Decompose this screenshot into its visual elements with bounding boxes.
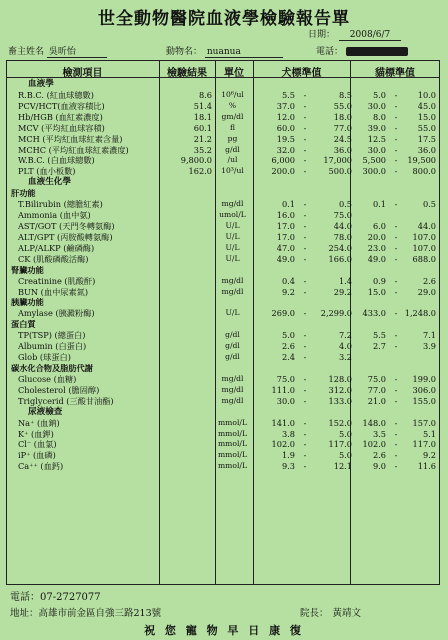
header-cat-ref: 貓標準值 — [375, 68, 415, 79]
report-date — [308, 27, 401, 41]
date-label: 日期： — [308, 30, 336, 40]
row-dog-dash: - — [303, 231, 307, 242]
row-unit: U/L — [225, 220, 240, 230]
row-dog-dash: - — [303, 253, 307, 264]
row-cat-low: 21.0 — [367, 395, 386, 406]
row-cat-high: 107.0 — [412, 242, 436, 253]
row-dog-dash: - — [303, 373, 307, 384]
row-dog-low: 9.2 — [281, 286, 295, 297]
row-cat-low: 433.0 — [362, 308, 386, 319]
row-unit: g/dl — [225, 341, 240, 351]
row-result: 60.1 — [193, 122, 212, 133]
footer-address-label: 地址： — [10, 608, 39, 619]
row-unit: mmol/L — [217, 417, 247, 427]
row-result: 162.0 — [188, 166, 212, 177]
row-unit: U/L — [225, 253, 240, 263]
row-dog-dash: - — [303, 89, 307, 100]
row-name: 蛋白質 — [11, 319, 36, 330]
row-dog-dash: - — [303, 352, 307, 363]
row-dog-dash: - — [303, 395, 307, 406]
row-cat-low: 2.6 — [372, 450, 386, 461]
row-cat-high: 11.6 — [417, 461, 436, 472]
row-dog-dash: - — [303, 133, 307, 144]
row-dog-dash: - — [303, 428, 307, 439]
row-dog-high: 4.0 — [338, 341, 352, 352]
row-name: MCHC (平均紅血球紅素濃度) — [18, 144, 129, 155]
row-cat-dash: - — [394, 450, 398, 461]
footer-address-value: 高雄市前金區自強三路213號 — [38, 608, 162, 619]
row-dog-dash: - — [303, 199, 307, 210]
row-dog-dash: - — [303, 100, 307, 111]
report-title: 世全動物醫院血液學檢驗報告單 — [98, 9, 350, 29]
results-rows — [6, 79, 440, 472]
footer-phone-label: 電話： — [10, 592, 40, 603]
footer-address — [10, 605, 161, 619]
row-cat-dash: - — [394, 242, 398, 253]
table-row — [6, 166, 440, 177]
row-dog-high: 55.0 — [333, 100, 352, 111]
row-cat-dash: - — [394, 144, 398, 155]
row-cat-dash: - — [394, 428, 398, 439]
owner-label: 畜主姓名 — [8, 47, 45, 57]
row-cat-low: 77.0 — [367, 384, 386, 395]
row-cat-low: 0.9 — [372, 275, 386, 286]
row-name: CK (肌酸磷酸活酶) — [18, 253, 89, 264]
row-name: 肝功能 — [11, 188, 36, 199]
row-cat-low: 0.1 — [372, 199, 386, 210]
row-name: Ammonia (血中氨) — [18, 210, 91, 221]
row-dog-dash: - — [303, 210, 307, 221]
row-cat-low: 3.5 — [372, 428, 386, 439]
subsection-heading — [6, 297, 440, 308]
row-dog-high: 78.0 — [333, 231, 352, 242]
table-row — [6, 199, 440, 210]
row-unit: % — [228, 100, 237, 110]
row-dog-high: 133.0 — [328, 395, 352, 406]
row-name: Cholesterol (膽固醇) — [18, 384, 100, 395]
row-dog-high: 166.0 — [328, 253, 352, 264]
row-cat-low: 5.5 — [372, 330, 386, 341]
row-cat-low: 9.0 — [372, 461, 386, 472]
table-row — [6, 243, 440, 254]
row-unit: mg/dl — [221, 384, 244, 394]
row-unit: U/L — [225, 242, 240, 252]
table-row — [6, 374, 440, 385]
table-row — [6, 90, 440, 101]
row-cat-high: 19,500 — [407, 155, 436, 166]
table-row — [6, 134, 440, 145]
table-row — [6, 385, 440, 396]
owner-field — [8, 44, 107, 58]
row-dog-low: 111.0 — [271, 384, 295, 395]
row-dog-low: 17.0 — [276, 231, 295, 242]
row-dog-high: 152.0 — [328, 417, 352, 428]
row-dog-dash: - — [303, 308, 307, 319]
row-name: W.B.C. (白血球總數) — [18, 155, 95, 166]
row-name: K⁺ (血鉀) — [18, 428, 54, 439]
row-unit: mmol/L — [217, 439, 247, 449]
row-dog-low: 5.0 — [281, 330, 295, 341]
subsection-heading — [6, 319, 440, 330]
row-cat-high: 10.0 — [417, 89, 436, 100]
section-heading — [6, 407, 440, 418]
row-dog-high: 312.0 — [328, 384, 352, 395]
date-value: 2008/6/7 — [339, 30, 401, 41]
row-name: Glucose (血糖) — [18, 373, 77, 384]
row-cat-dash: - — [394, 166, 398, 177]
row-cat-dash: - — [394, 286, 398, 297]
row-name: 尿液檢查 — [28, 406, 63, 417]
row-dog-high: 1.4 — [338, 275, 352, 286]
row-dog-low: 1.9 — [281, 450, 295, 461]
row-cat-high: 45.0 — [417, 100, 436, 111]
header-item: 檢測項目 — [62, 68, 103, 79]
table-row — [6, 308, 440, 319]
row-unit: g/dl — [225, 352, 240, 362]
row-dog-high: 0.5 — [338, 199, 352, 210]
row-cat-dash: - — [394, 330, 398, 341]
row-cat-dash: - — [394, 89, 398, 100]
row-result: 8.6 — [198, 89, 212, 100]
row-dog-low: 60.0 — [276, 122, 295, 133]
row-unit: umol/L — [219, 210, 246, 220]
row-dog-dash: - — [303, 439, 307, 450]
row-cat-dash: - — [394, 395, 398, 406]
row-dog-dash: - — [303, 341, 307, 352]
row-dog-low: 32.0 — [276, 144, 295, 155]
table-row — [6, 287, 440, 298]
row-dog-low: 47.0 — [276, 242, 295, 253]
row-dog-high: 7.2 — [338, 330, 352, 341]
table-row — [6, 276, 440, 287]
row-name: ALP/ALKP (鹼磷酶) — [18, 242, 95, 253]
row-cat-low: 23.0 — [367, 242, 386, 253]
row-cat-dash: - — [394, 384, 398, 395]
row-name: TP(TSP) (總蛋白) — [18, 330, 86, 341]
row-dog-low: 16.0 — [276, 210, 295, 221]
row-dog-high: 5.0 — [338, 450, 352, 461]
row-unit: gm/dl — [221, 111, 244, 121]
table-row — [6, 439, 440, 450]
row-unit: mg/dl — [221, 199, 244, 209]
row-cat-dash: - — [394, 100, 398, 111]
row-dog-high: 24.5 — [333, 133, 352, 144]
row-dog-low: 5.5 — [281, 89, 295, 100]
row-unit: 10³/ul — [221, 166, 244, 176]
row-cat-dash: - — [394, 111, 398, 122]
row-cat-high: 117.0 — [412, 439, 436, 450]
row-name: T.Bilirubin (總膽紅素) — [18, 199, 103, 210]
table-row — [6, 210, 440, 221]
row-unit: mmol/L — [217, 461, 247, 471]
row-cat-low: 8.0 — [372, 111, 386, 122]
row-dog-low: 12.0 — [276, 111, 295, 122]
row-unit: U/L — [225, 308, 240, 318]
row-dog-dash: - — [303, 155, 307, 166]
row-dog-dash: - — [303, 275, 307, 286]
row-name: Amylase (胰澱粉酶) — [18, 308, 95, 319]
row-cat-dash: - — [394, 253, 398, 264]
row-unit: mmol/L — [217, 450, 247, 460]
row-cat-high: 107.0 — [412, 231, 436, 242]
row-dog-low: 0.4 — [281, 275, 295, 286]
header-result: 檢驗結果 — [167, 68, 207, 79]
row-cat-high: 800.0 — [412, 166, 436, 177]
row-dog-dash: - — [303, 242, 307, 253]
row-name: Na⁺ (血鈉) — [18, 417, 60, 428]
table-row — [6, 450, 440, 461]
header-dog-ref: 犬標準值 — [281, 68, 322, 79]
row-name: ALT/GPT (丙胺酸轉氨酶) — [18, 231, 113, 242]
row-dog-low: 75.0 — [276, 373, 295, 384]
row-cat-high: 199.0 — [412, 373, 436, 384]
row-cat-low: 102.0 — [362, 439, 386, 450]
row-result: 21.2 — [193, 133, 212, 144]
row-dog-dash: - — [303, 122, 307, 133]
table-row — [6, 429, 440, 440]
row-dog-dash: - — [303, 450, 307, 461]
row-cat-high: 306.0 — [412, 384, 436, 395]
footer-director — [300, 605, 361, 619]
row-cat-dash: - — [394, 133, 398, 144]
table-row — [6, 352, 440, 363]
row-dog-high: 75.0 — [333, 210, 352, 221]
row-name: MCV (平均紅血球容積) — [18, 122, 105, 133]
row-name: Creatinine (肌酸酐) — [18, 275, 96, 286]
row-cat-high: 688.0 — [412, 253, 436, 264]
row-cat-high: 44.0 — [417, 220, 436, 231]
row-unit: pg — [227, 133, 238, 143]
row-dog-low: 19.5 — [276, 133, 295, 144]
row-name: Cl⁻ (血氯) — [18, 439, 57, 450]
row-cat-low: 5.0 — [372, 89, 386, 100]
row-dog-high: 12.1 — [333, 461, 352, 472]
row-dog-low: 102.0 — [271, 439, 295, 450]
row-dog-low: 2.6 — [281, 341, 295, 352]
table-row — [6, 254, 440, 265]
row-cat-high: 155.0 — [412, 395, 436, 406]
row-name: Glob (球蛋白) — [18, 352, 71, 363]
row-cat-high: 9.2 — [422, 450, 436, 461]
row-name: 胰臟功能 — [11, 297, 44, 308]
subsection-heading — [6, 363, 440, 374]
row-unit: /ul — [227, 155, 238, 165]
footer-blessing: 祝 您 寵 物 早 日 康 復 — [144, 624, 304, 637]
table-row — [6, 112, 440, 123]
footer-phone-value: 07-2727077 — [40, 592, 101, 603]
row-cat-dash: - — [394, 417, 398, 428]
row-dog-dash: - — [303, 286, 307, 297]
row-dog-dash: - — [303, 220, 307, 231]
table-row — [6, 418, 440, 429]
row-dog-low: 17.0 — [276, 220, 295, 231]
row-result: 35.2 — [193, 144, 212, 155]
row-dog-low: 269.0 — [271, 308, 295, 319]
row-result: 9,800.0 — [180, 155, 212, 166]
row-dog-high: 36.0 — [333, 144, 352, 155]
row-name: R.B.C. (紅血球總數) — [18, 89, 94, 100]
phone-label: 電話： — [316, 47, 344, 57]
row-dog-high: 2,299.0 — [320, 308, 352, 319]
table-row — [6, 145, 440, 156]
footer-director-value: 黃靖文 — [332, 608, 362, 619]
row-name: 血液學 — [28, 79, 54, 89]
row-dog-low: 141.0 — [271, 417, 295, 428]
row-dog-high: 77.0 — [333, 122, 352, 133]
row-name: BUN (血中尿素氮) — [18, 286, 89, 297]
row-cat-dash: - — [394, 308, 398, 319]
row-cat-low: 30.0 — [367, 144, 386, 155]
owner-value: 吳昕怡 — [47, 44, 107, 58]
row-cat-dash: - — [394, 275, 398, 286]
row-dog-high: 254.0 — [328, 242, 352, 253]
row-dog-high: 17,000 — [323, 155, 352, 166]
row-unit: mg/dl — [221, 373, 244, 383]
pet-name-label: 動物名： — [166, 47, 203, 57]
table-row — [6, 461, 440, 472]
row-dog-high: 8.5 — [338, 89, 352, 100]
row-cat-low: 39.0 — [367, 122, 386, 133]
row-name: AST/GOT (天門冬轉氨酶) — [18, 220, 115, 231]
row-name: PLT (血小板數) — [18, 166, 76, 177]
row-cat-high: 5.1 — [422, 428, 436, 439]
footer-phone — [10, 588, 101, 603]
row-cat-high: 36.0 — [417, 144, 436, 155]
row-unit: mmol/L — [217, 428, 247, 438]
row-unit: g/dl — [225, 144, 240, 154]
row-name: Albumin (白蛋白) — [18, 341, 87, 352]
table-row — [6, 396, 440, 407]
row-result: 51.4 — [193, 100, 212, 111]
row-dog-low: 30.0 — [276, 395, 295, 406]
row-unit: g/dl — [225, 330, 240, 340]
row-dog-high: 29.2 — [333, 286, 352, 297]
row-cat-low: 148.0 — [362, 417, 386, 428]
row-dog-high: 117.0 — [328, 439, 352, 450]
table-row — [6, 232, 440, 243]
row-dog-dash: - — [303, 330, 307, 341]
row-cat-low: 6.0 — [372, 220, 386, 231]
row-cat-low: 300.0 — [362, 166, 386, 177]
subsection-heading — [6, 188, 440, 199]
row-cat-low: 75.0 — [367, 373, 386, 384]
row-dog-dash: - — [303, 417, 307, 428]
row-dog-high: 44.0 — [333, 220, 352, 231]
row-dog-high: 5.0 — [338, 428, 352, 439]
row-cat-dash: - — [394, 439, 398, 450]
row-cat-low: 5,500 — [362, 155, 386, 166]
header-unit: 單位 — [224, 68, 244, 79]
row-dog-high: 18.0 — [333, 111, 352, 122]
row-name: Triglycerid (三酸甘油酯) — [18, 395, 114, 406]
row-dog-low: 3.8 — [281, 428, 295, 439]
row-cat-low: 30.0 — [367, 100, 386, 111]
pet-name-value: nuanua — [205, 47, 283, 58]
row-dog-dash: - — [303, 144, 307, 155]
row-cat-dash: - — [394, 122, 398, 133]
row-cat-dash: - — [394, 341, 398, 352]
row-name: Hb/HGB (血紅素濃度) — [18, 111, 103, 122]
row-cat-dash: - — [394, 155, 398, 166]
section-heading — [6, 79, 440, 90]
row-dog-low: 37.0 — [276, 100, 295, 111]
table-row — [6, 341, 440, 352]
row-cat-low: 15.0 — [367, 286, 386, 297]
row-cat-low: 20.0 — [367, 231, 386, 242]
row-dog-low: 9.3 — [281, 461, 295, 472]
row-unit: mg/dl — [221, 275, 244, 285]
row-cat-dash: - — [394, 373, 398, 384]
row-result: 18.1 — [193, 111, 212, 122]
row-unit: U/L — [225, 231, 240, 241]
row-dog-high: 3.2 — [338, 352, 352, 363]
table-row — [6, 123, 440, 134]
row-cat-high: 15.0 — [417, 111, 436, 122]
row-cat-high: 2.6 — [422, 275, 436, 286]
row-dog-dash: - — [303, 461, 307, 472]
row-cat-dash: - — [394, 220, 398, 231]
row-name: PCV/HCT(血液容積比) — [18, 100, 105, 111]
table-row — [6, 330, 440, 341]
row-cat-high: 55.0 — [417, 122, 436, 133]
row-unit: fl — [229, 122, 236, 132]
row-cat-dash: - — [394, 461, 398, 472]
row-dog-high: 128.0 — [328, 373, 352, 384]
phone-redacted — [346, 47, 408, 56]
row-name: 血液生化學 — [28, 177, 71, 188]
row-cat-dash: - — [394, 199, 398, 210]
row-dog-dash: - — [303, 111, 307, 122]
row-dog-low: 0.1 — [281, 199, 295, 210]
row-unit: 10⁶/ul — [221, 89, 244, 99]
row-name: Ca⁺⁺ (血鈣) — [18, 461, 64, 472]
row-dog-dash: - — [303, 384, 307, 395]
row-dog-low: 6,000 — [271, 155, 295, 166]
row-cat-high: 7.1 — [422, 330, 436, 341]
phone-field — [316, 44, 408, 57]
row-dog-low: 49.0 — [276, 253, 295, 264]
row-name: 腎臟功能 — [11, 264, 44, 275]
row-cat-high: 3.9 — [422, 341, 436, 352]
row-cat-high: 157.0 — [412, 417, 436, 428]
row-cat-low: 2.7 — [372, 341, 386, 352]
row-dog-low: 200.0 — [271, 166, 295, 177]
row-name: iP⁺ (血磷) — [18, 450, 56, 461]
row-cat-dash: - — [394, 231, 398, 242]
row-cat-low: 12.5 — [367, 133, 386, 144]
row-name: MCH (平均紅血球紅素含量) — [18, 133, 123, 144]
row-dog-dash: - — [303, 166, 307, 177]
pet-name-field — [166, 44, 283, 58]
row-cat-low: 49.0 — [367, 253, 386, 264]
row-unit: mg/dl — [221, 286, 244, 296]
row-cat-high: 0.5 — [422, 199, 436, 210]
row-unit: mg/dl — [221, 395, 244, 405]
row-cat-high: 29.0 — [417, 286, 436, 297]
row-dog-high: 500.0 — [328, 166, 352, 177]
table-row — [6, 101, 440, 112]
row-dog-low: 2.4 — [281, 352, 295, 363]
table-row — [6, 221, 440, 232]
footer-director-label: 院長： — [300, 608, 329, 619]
row-name: 碳水化合物及脂肪代謝 — [11, 362, 93, 373]
row-cat-high: 17.5 — [417, 133, 436, 144]
section-heading — [6, 177, 440, 188]
row-cat-high: 1,248.0 — [404, 308, 436, 319]
subsection-heading — [6, 265, 440, 276]
table-row — [6, 155, 440, 166]
